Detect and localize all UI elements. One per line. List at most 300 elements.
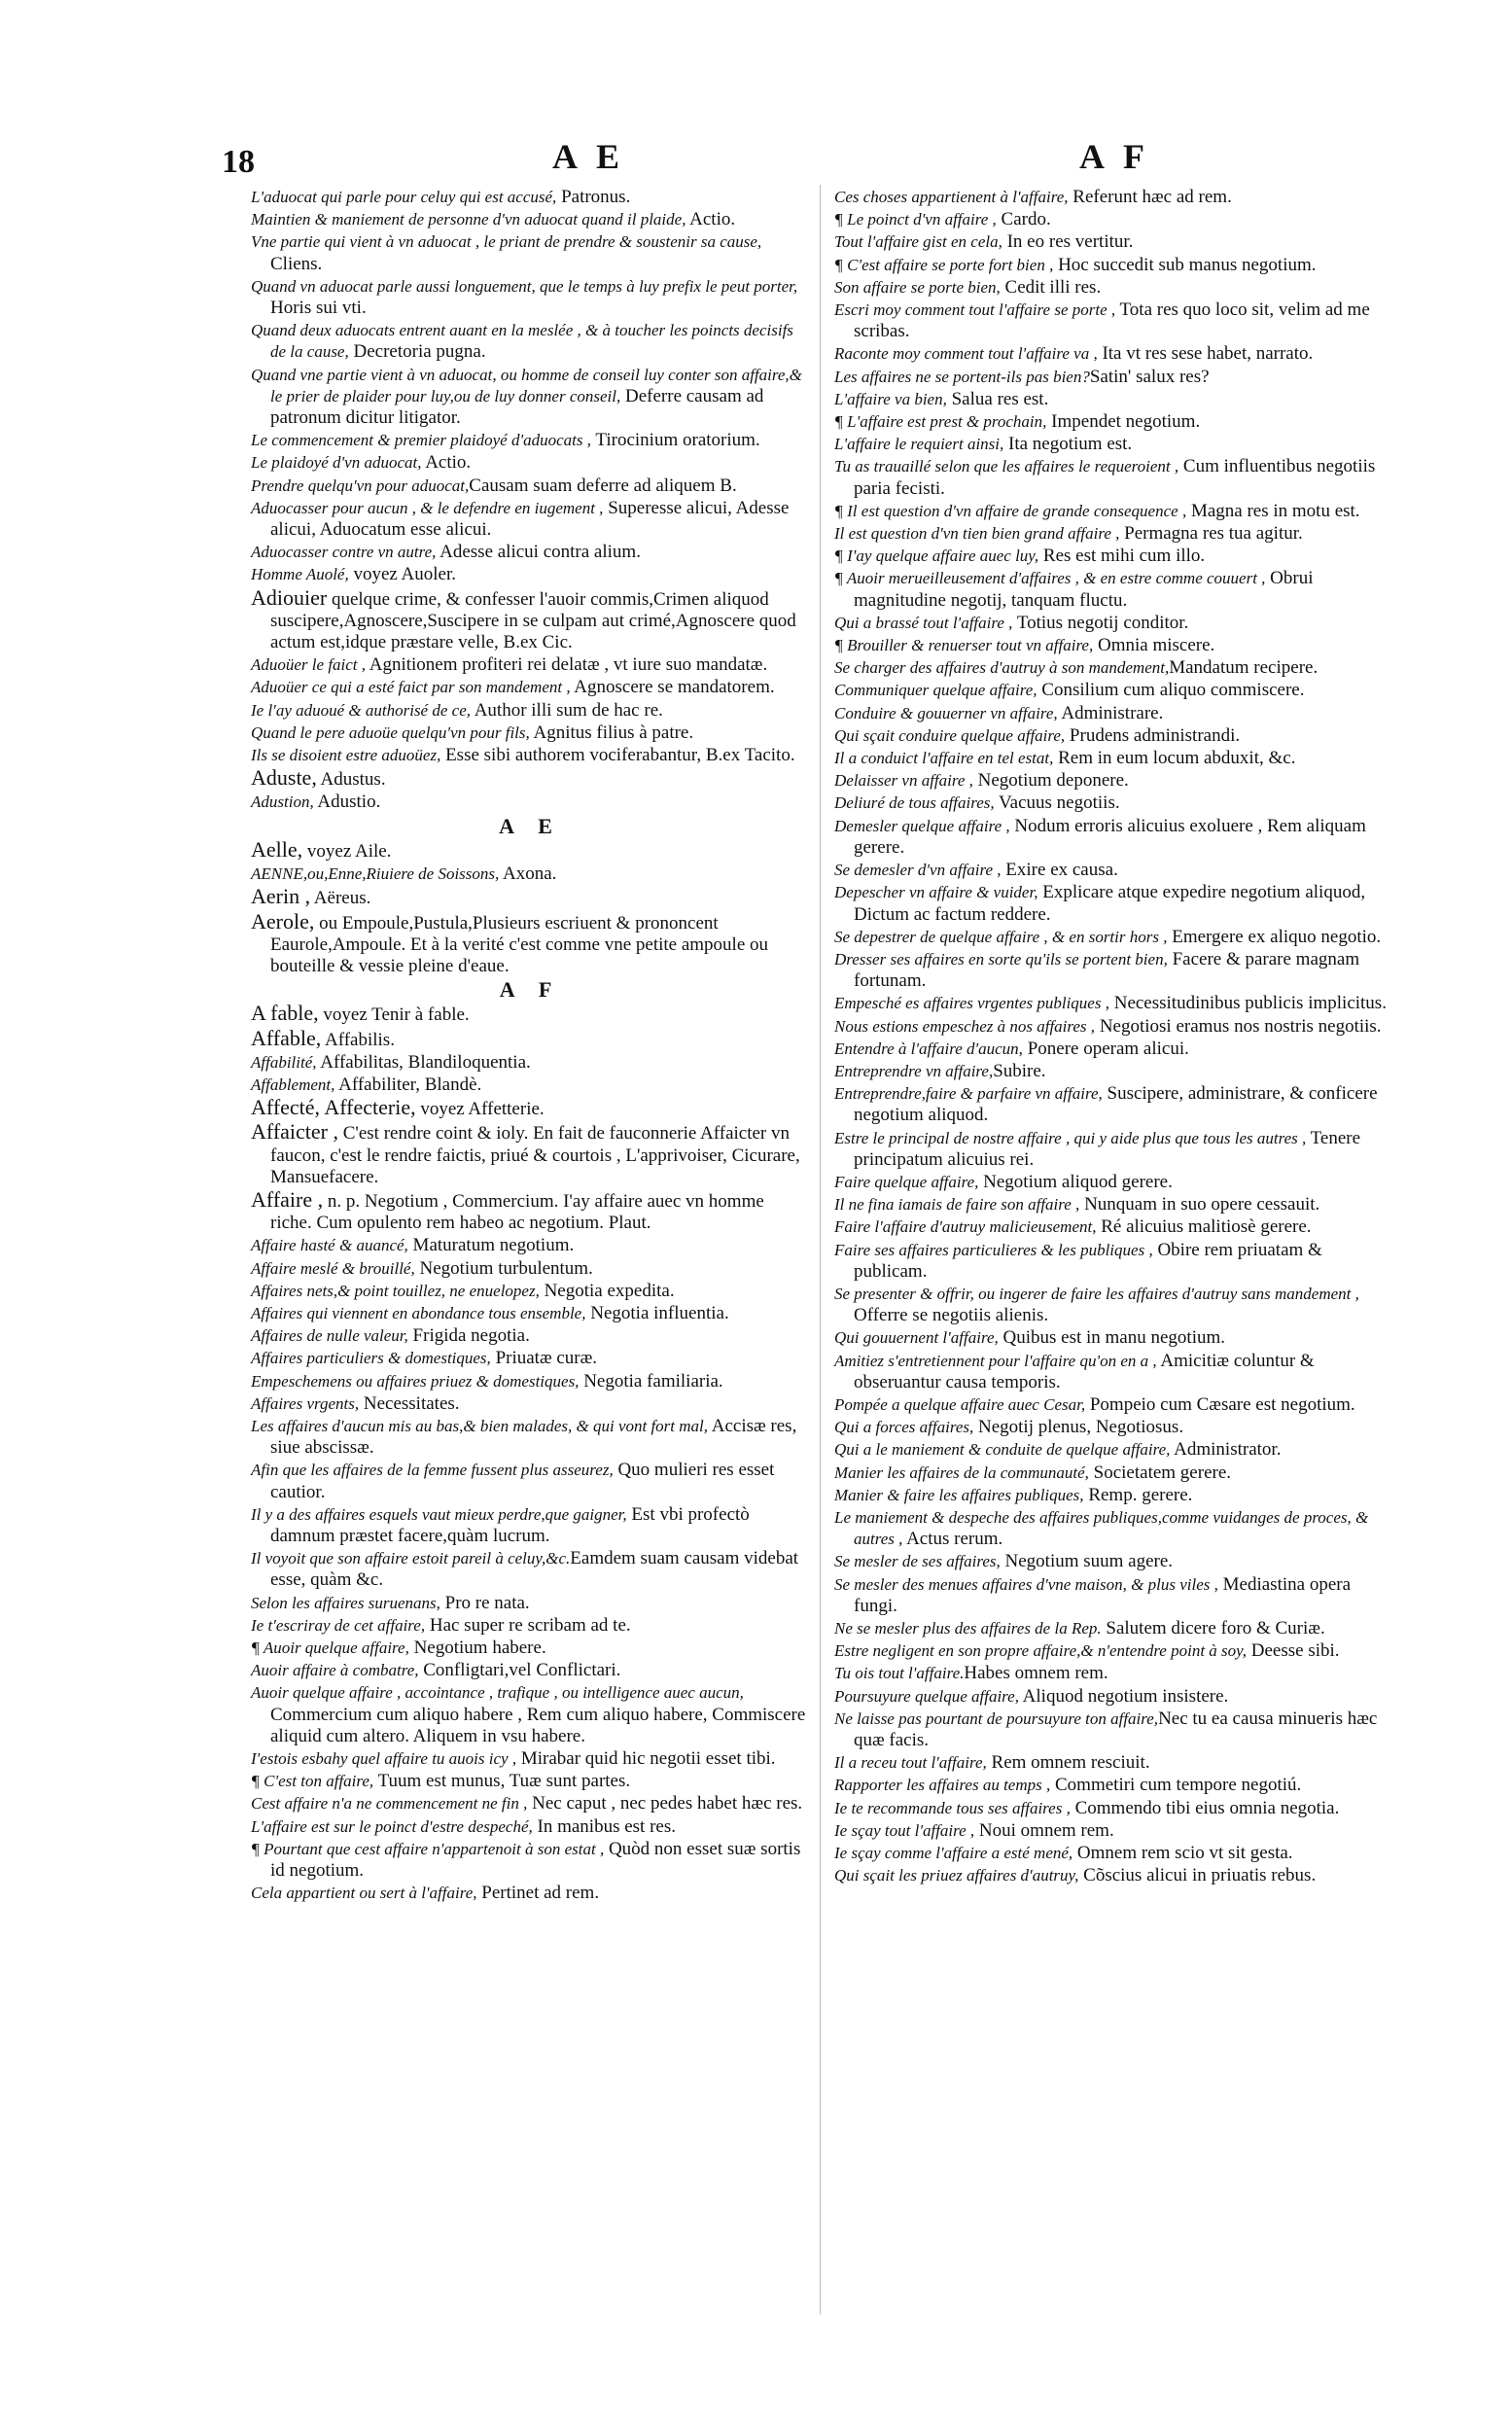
entry-definition: Actus rerum. <box>902 1529 1003 1550</box>
dictionary-entry <box>834 993 1393 1014</box>
entry-headword: Poursuyure quelque affaire, <box>834 1686 1019 1706</box>
entry-headword: ¶ L'affaire est prest & prochain, <box>834 412 1047 432</box>
entry-definition: Consilium cum aliquo commiscere. <box>1037 680 1305 701</box>
entry-headword: Tout l'affaire gist en cela, <box>834 232 1002 252</box>
entry-headword: Se presenter & offrir, ou ingerer de faire les affaires d'autruy sans mandement , <box>834 1284 1359 1303</box>
entry-headword: L'affaire va bien, <box>834 389 947 408</box>
dictionary-entry <box>834 1775 1393 1796</box>
entry-headword: Faire ses affaires particulieres & les publiques , <box>834 1240 1153 1259</box>
dictionary-entry <box>251 1771 810 1792</box>
entry-headword: L'aduocat qui parle pour celuy qui est accusé, <box>251 188 557 206</box>
entry-definition: Est vbi profectò damnum præstet facere,quàm lucrum. <box>270 1503 750 1546</box>
dictionary-entry <box>251 1052 810 1074</box>
entry-headword: Escri moy comment tout l'affaire se porte , <box>834 300 1116 320</box>
entry-headword: ¶ Le poinct d'vn affaire , <box>834 210 997 229</box>
entry-headword: Affaires vrgents, <box>251 1393 360 1413</box>
dictionary-entry <box>251 542 810 563</box>
dictionary-entry <box>251 1281 810 1302</box>
entry-headword: Aerole, <box>251 908 315 934</box>
dictionary-entry <box>251 792 810 813</box>
dictionary-entry <box>834 882 1393 925</box>
entry-definition: Rem in eum locum abduxit, &c. <box>1053 748 1296 769</box>
entry-headword: Ie sçay comme l'affaire a esté mené, <box>834 1844 1073 1863</box>
dictionary-entry <box>251 430 810 451</box>
dictionary-entry <box>251 1615 810 1637</box>
entry-definition: Priuatæ curæ. <box>490 1348 598 1369</box>
entry-definition: Habes omnem rem. <box>964 1663 1108 1684</box>
dictionary-entry <box>834 1327 1393 1349</box>
entry-definition: Aliquod negotium insistere. <box>1018 1685 1229 1707</box>
dictionary-entry <box>251 1504 810 1547</box>
dictionary-entry <box>251 1548 810 1591</box>
entry-definition: Axona. <box>499 863 557 885</box>
entry-definition: Agnitus filius à patre. <box>529 722 694 743</box>
entry-definition: Quibus est in manu negotium. <box>998 1327 1226 1349</box>
entry-definition: Administrare. <box>1057 702 1164 723</box>
entry-definition: voyez Aile. <box>302 840 392 862</box>
entry-definition: Negotium deponere. <box>972 770 1129 792</box>
right-running-head: A F <box>1079 137 1151 176</box>
dictionary-entry <box>834 1752 1393 1774</box>
dictionary-entry <box>834 456 1393 499</box>
entry-definition: Tenere principatum alicuius rei. <box>854 1127 1361 1170</box>
entry-definition: Salutem dicere foro & Curiæ. <box>1101 1618 1325 1638</box>
entry-definition: Actio. <box>686 209 736 230</box>
entry-headword: L'affaire le requiert ainsi, <box>834 435 1004 454</box>
entry-headword: Affaicter , <box>251 1119 338 1145</box>
entry-definition: Superesse alicui, Adesse alicui, Aduocatum esse alicui. <box>270 497 790 541</box>
entry-definition: Confligtari,vel Conflictari. <box>418 1660 621 1681</box>
entry-definition: n. p. Negotium , Commercium. I'ay affaire auec vn homme riche. Cum opulento rem habeo ac negotium. Plaut. <box>270 1190 764 1234</box>
dictionary-entry <box>834 1798 1393 1819</box>
entry-definition: Permagna res tua agitur. <box>1119 523 1303 545</box>
entry-definition: Negotiosi eramus nos nostris negotiis. <box>1095 1015 1382 1037</box>
entry-definition: Necessitates. <box>359 1392 460 1414</box>
dictionary-entry <box>251 1303 810 1324</box>
dictionary-entry <box>251 1793 810 1814</box>
entry-definition: Deferre causam ad patronum dicitur litigator. <box>270 385 764 429</box>
entry-definition: Pro re nata. <box>440 1592 530 1613</box>
dictionary-entry <box>834 1417 1393 1438</box>
dictionary-entry <box>251 1235 810 1256</box>
entry-headword: Il voyoit que son affaire estoit pareil à celuy,&c. <box>251 1549 571 1568</box>
entry-headword: Auoir quelque affaire , accointance , trafique , ou intelligence auec aucun, <box>251 1683 744 1703</box>
entry-definition: Suscipere, administrare, & conficere negotium aliquod. <box>854 1083 1378 1126</box>
dictionary-entry <box>834 1686 1393 1708</box>
entry-headword: ¶ Brouiller & renuerser tout vn affaire, <box>834 636 1094 655</box>
dictionary-entry <box>251 365 810 430</box>
entry-definition: Negotium habere. <box>408 1638 546 1658</box>
entry-definition: Administrator. <box>1170 1439 1282 1461</box>
dictionary-entry <box>251 700 810 722</box>
entry-headword: Affaires particuliers & domestiques, <box>251 1349 491 1368</box>
entry-headword: Affecté, Affecterie, <box>251 1095 416 1120</box>
dictionary-entry <box>251 654 810 676</box>
dictionary-entry <box>834 927 1393 948</box>
entry-headword: Maintien & maniement de personne d'vn aduocat quand il plaide, <box>251 210 686 229</box>
entry-definition: Satin' salux res? <box>1089 366 1210 387</box>
entry-definition: Cardo. <box>996 209 1051 230</box>
dictionary-entry <box>251 1121 810 1188</box>
dictionary-entry <box>834 1216 1393 1238</box>
entry-definition: In manibus est res. <box>532 1815 676 1837</box>
entry-headword: Adiouier <box>251 584 328 610</box>
entry-headword: Aerin , <box>251 884 311 909</box>
entry-headword: Depescher vn affaire & vuider, <box>834 883 1038 902</box>
entry-definition: Causam suam deferre ad aliquem B. <box>469 475 737 496</box>
entry-definition: Subire. <box>993 1060 1046 1081</box>
entry-headword: ¶ C'est affaire se porte fort bien , <box>834 255 1054 274</box>
entry-headword: Ie te recommande tous ses affaires , <box>834 1798 1071 1817</box>
entry-headword: Vne partie qui vient à vn aduocat , le priant de prendre & soustenir sa cause, <box>251 232 762 252</box>
entry-headword: Se mesler de ses affaires, <box>834 1552 1001 1571</box>
entry-definition: Pertinet ad rem. <box>476 1883 600 1904</box>
entry-headword: Affaires de nulle valeur, <box>251 1326 408 1346</box>
entry-definition: Hoc succedit sub manus negotium. <box>1053 254 1317 275</box>
entry-headword: ¶ I'ay quelque affaire auec luy, <box>834 546 1039 566</box>
dictionary-entry <box>251 863 810 885</box>
dictionary-entry <box>834 1439 1393 1461</box>
dictionary-entry <box>834 793 1393 814</box>
entry-headword: Homme Auolé, <box>251 565 349 584</box>
dictionary-entry <box>834 1172 1393 1193</box>
entry-definition: Res est mihi cum illo. <box>1038 546 1206 567</box>
entry-headword: ¶ C'est ton affaire, <box>251 1772 374 1791</box>
entry-definition: Societatem gerere. <box>1088 1462 1232 1483</box>
dictionary-entry <box>834 1039 1393 1060</box>
dictionary-entry <box>251 476 810 497</box>
entry-headword: Affaire hasté & auancé, <box>251 1236 408 1255</box>
dictionary-entry <box>834 725 1393 747</box>
entry-definition: Necessitudinibus publicis implicitus. <box>1108 993 1387 1014</box>
dictionary-entry <box>834 1351 1393 1393</box>
left-running-head: A E <box>552 137 626 176</box>
dictionary-entry <box>251 1371 810 1392</box>
dictionary-entry <box>834 949 1393 992</box>
entry-definition: Prudens administrandi. <box>1065 724 1241 746</box>
entry-definition: Eamdem suam causam videbat esse, quàm &c. <box>270 1548 799 1591</box>
entry-definition: Decretoria pugna. <box>348 341 486 363</box>
entry-definition: Quo mulieri res esset cautior. <box>270 1460 775 1502</box>
dictionary-entry <box>251 231 810 274</box>
dictionary-entry <box>834 277 1393 299</box>
entry-definition: voyez Auoler. <box>348 564 457 585</box>
entry-headword: Faire l'affaire d'autruy malicieusement, <box>834 1217 1097 1237</box>
entry-headword: Se charger des affaires d'autruy à son mandement, <box>834 658 1170 678</box>
entry-headword: Delaisser vn affaire , <box>834 771 973 791</box>
dictionary-entry <box>834 299 1393 342</box>
entry-headword: Deliuré de tous affaires, <box>834 793 995 813</box>
entry-definition: Rem omnem resciuit. <box>986 1752 1150 1774</box>
entry-definition: Ita negotium est. <box>1003 434 1133 455</box>
entry-headword: Qui sçait conduire quelque affaire, <box>834 725 1066 745</box>
entry-headword: Communiquer quelque affaire, <box>834 681 1037 700</box>
entry-definition: Adesse alicui contra alium. <box>436 542 641 563</box>
entry-headword: Adustion, <box>251 793 314 812</box>
dictionary-entry <box>251 1883 810 1904</box>
entry-definition: Cõscius alicui in priuatis rebus. <box>1078 1865 1317 1886</box>
entry-headword: Affablement, <box>251 1075 335 1094</box>
dictionary-entry <box>251 1186 810 1234</box>
dictionary-entry <box>251 1258 810 1280</box>
entry-headword: Tu as trauaillé selon que les affaires le requeroient , <box>834 457 1179 476</box>
entry-headword: Aduocasser pour aucun , & le defendre en iugement , <box>251 498 604 517</box>
entry-headword: ¶ Il est question d'vn affaire de grande consequence , <box>834 501 1187 520</box>
dictionary-entry <box>251 209 810 230</box>
dictionary-entry <box>834 1485 1393 1506</box>
entry-headword: Estre negligent en son propre affaire,& n'entendre point à soy, <box>834 1641 1248 1661</box>
entry-definition: Remp. gerere. <box>1083 1484 1193 1505</box>
entry-definition: Adustus. <box>316 769 386 791</box>
dictionary-entry <box>834 1618 1393 1639</box>
dictionary-entry <box>251 677 810 698</box>
entry-headword: Conduire & gouuerner vn affaire, <box>834 703 1058 722</box>
dictionary-entry <box>834 1083 1393 1126</box>
dictionary-entry <box>834 231 1393 253</box>
entry-headword: Qui gouuernent l'affaire, <box>834 1328 999 1348</box>
dictionary-entry <box>834 1394 1393 1416</box>
dictionary-entry <box>834 770 1393 792</box>
dictionary-entry <box>251 722 810 744</box>
entry-definition: Cum influentibus negotiis paria fecisti. <box>854 456 1376 499</box>
dictionary-entry <box>834 1843 1393 1864</box>
entry-definition: Horis sui vti. <box>270 298 367 319</box>
entry-definition: Agnoscere se mandatorem. <box>570 677 775 698</box>
dictionary-entry <box>834 546 1393 567</box>
entry-definition: Quòd non esset suæ sortis id negotium. <box>270 1838 801 1882</box>
entry-headword: Affaires qui viennent en abondance tous ensemble, <box>251 1303 586 1322</box>
entry-definition: Vacuus negotiis. <box>994 793 1120 814</box>
entry-headword: A fable, <box>251 1001 319 1026</box>
dictionary-entry <box>834 501 1393 522</box>
left-column <box>251 187 810 1905</box>
entry-definition: Patronus. <box>556 187 631 207</box>
entry-headword: Affable, <box>251 1025 322 1050</box>
dictionary-entry <box>834 1663 1393 1684</box>
dictionary-entry <box>834 523 1393 545</box>
entry-headword: Il a receu tout l'affaire, <box>834 1753 987 1773</box>
dictionary-entry <box>834 1462 1393 1484</box>
dictionary-entry <box>834 657 1393 679</box>
entry-headword: L'affaire est sur le poinct d'estre despeché, <box>251 1816 533 1836</box>
entry-headword: ¶ Auoir quelque affaire, <box>251 1638 409 1657</box>
entry-headword: Cela appartient ou sert à l'affaire, <box>251 1884 477 1903</box>
entry-headword: Auoir affaire à combatre, <box>251 1661 419 1680</box>
dictionary-entry <box>834 703 1393 724</box>
entry-headword: Le commencement & premier plaidoyé d'aduocats , <box>251 431 592 450</box>
dictionary-entry <box>834 1016 1393 1038</box>
entry-definition: In eo res vertitur. <box>1002 231 1134 253</box>
entry-definition: Ré alicuius malitiosè gerere. <box>1096 1216 1312 1238</box>
entry-headword: Affaires nets,& point touillez, ne enuelopez, <box>251 1281 540 1300</box>
dictionary-entry <box>834 1820 1393 1842</box>
entry-headword: Se demesler d'vn affaire , <box>834 861 1002 880</box>
entry-definition: Commetiri cum tempore negotiú. <box>1050 1775 1302 1796</box>
entry-definition: Tirocinium oratorium. <box>591 430 760 451</box>
entry-headword: Nous estions empeschez à nos affaires , <box>834 1016 1096 1036</box>
entry-headword: Amitiez s'entretiennent pour l'affaire qu'on en a , <box>834 1351 1157 1370</box>
entry-definition: Nunquam in suo opere cessauit. <box>1079 1194 1320 1216</box>
entry-definition: Negotium turbulentum. <box>414 1257 593 1279</box>
entry-headword: Ie t'escriray de cet affaire, <box>251 1615 426 1635</box>
entry-headword: Les affaires d'aucun mis au bas,& bien malades, & qui vont fort mal, <box>251 1416 709 1435</box>
entry-definition: Obire rem priuatam & publicam. <box>854 1239 1322 1282</box>
entry-definition: Accisæ res, siue abscissæ. <box>270 1415 797 1459</box>
dictionary-entry <box>834 187 1393 208</box>
entry-definition: Impendet negotium. <box>1046 411 1201 433</box>
entry-definition: Nodum erroris alicuius exoluere , Rem aliquam gerere. <box>854 815 1366 858</box>
dictionary-entry <box>834 1240 1393 1283</box>
entry-headword: Estre le principal de nostre affaire , qui y aide plus que tous les autres , <box>834 1128 1307 1147</box>
dictionary-entry <box>251 1460 810 1502</box>
entry-definition: Exire ex causa. <box>1001 860 1118 881</box>
entry-headword: Affaire meslé & brouillé, <box>251 1258 415 1278</box>
entry-headword: Quand vne partie vient à vn aduocat, ou homme de conseil luy conter son affaire,& le prier de plaider pour luy,ou de luy donner conseil, <box>251 365 802 405</box>
entry-headword: Aduste, <box>251 765 317 791</box>
entry-definition: Totius negotij conditor. <box>1012 612 1189 633</box>
entry-headword: Entreprendre,faire & parfaire vn affaire, <box>834 1084 1103 1104</box>
entry-headword: Affaire , <box>251 1186 324 1212</box>
entry-definition: Nec tu ea causa minueris hæc quæ facis. <box>854 1708 1378 1751</box>
entry-headword: Il est question d'vn tien bien grand affaire , <box>834 524 1120 544</box>
dictionary-entry <box>834 1061 1393 1082</box>
entry-headword: Qui a brassé tout l'affaire , <box>834 613 1013 632</box>
dictionary-entry <box>834 1574 1393 1617</box>
entry-definition: Noui omnem rem. <box>974 1819 1114 1841</box>
dictionary-entry <box>834 434 1393 455</box>
dictionary-entry <box>251 1748 810 1770</box>
entry-headword: Ne se mesler plus des affaires de la Rep. <box>834 1619 1102 1638</box>
entry-definition: Amicitiæ coluntur & obseruantur causa temporis. <box>854 1350 1315 1392</box>
entry-definition: Explicare atque expedire negotium aliquod, Dictum ac factum reddere. <box>854 882 1366 925</box>
entry-definition: Cedit illi res. <box>1000 276 1102 298</box>
section-heading: A F <box>499 977 562 1003</box>
entry-definition: Facere & parare magnam fortunam. <box>854 948 1360 992</box>
dictionary-entry <box>251 1393 810 1415</box>
entry-headword: Dresser ses affaires en sorte qu'ils se portent bien, <box>834 949 1168 969</box>
entry-headword: Raconte moy comment tout l'affaire va , <box>834 344 1098 364</box>
dictionary-entry <box>251 1003 810 1026</box>
entry-headword: Selon les affaires suruenans, <box>251 1593 440 1612</box>
entry-headword: Ie sçay tout l'affaire , <box>834 1820 975 1840</box>
entry-headword: Rapporter les affaires au temps , <box>834 1776 1051 1795</box>
section-heading: A E <box>499 813 562 838</box>
dictionary-entry <box>834 1507 1393 1550</box>
dictionary-entry <box>251 564 810 585</box>
entry-headword: Il y a des affaires esquels vaut mieux perdre,que gaigner, <box>251 1504 627 1524</box>
entry-headword: Ne laisse pas pourtant de poursuyure ton affaire, <box>834 1709 1159 1728</box>
entry-definition: Salua res est. <box>946 388 1049 409</box>
entry-headword: Qui sçait les priuez affaires d'autruy, <box>834 1866 1079 1885</box>
entry-definition: Esse sibi authorem vociferabantur, B.ex Tacito. <box>440 745 795 766</box>
entry-definition: Pompeio cum Cæsare est negotium. <box>1085 1393 1355 1415</box>
dictionary-entry <box>251 886 810 909</box>
dictionary-entry <box>834 748 1393 769</box>
dictionary-entry <box>251 1075 810 1096</box>
dictionary-entry <box>251 1097 810 1120</box>
dictionary-entry <box>251 320 810 363</box>
entry-definition: voyez Affetterie. <box>415 1099 545 1120</box>
entry-definition: Deesse sibi. <box>1247 1640 1340 1662</box>
entry-headword: ¶ Pourtant que cest affaire n'appartenoit à son estat , <box>251 1839 605 1858</box>
dictionary-entry <box>251 1638 810 1659</box>
entry-definition: Nec caput , nec pedes habet hæc res. <box>527 1793 803 1814</box>
dictionary-entry <box>834 1194 1393 1216</box>
entry-definition: Aëreus. <box>310 888 371 909</box>
entry-definition: Affabiliter, Blandè. <box>334 1074 482 1095</box>
dictionary-entry <box>251 1416 810 1459</box>
entry-definition: Commercium cum aliquo habere , Rem cum aliquo habere, Commiscere aliquid cum altero. Aliquem in vsu habere. <box>270 1704 806 1746</box>
entry-headword: Quand vn aduocat parle aussi longuement, que le temps à luy prefix le peut porter, <box>251 276 798 296</box>
dictionary-entry <box>834 1284 1393 1326</box>
entry-headword: Se depestrer de quelque affaire , & en sortir hors , <box>834 927 1168 946</box>
entry-headword: Aelle, <box>251 836 303 862</box>
dictionary-entry <box>834 209 1393 230</box>
dictionary-entry <box>251 1660 810 1681</box>
page-number: 18 <box>222 144 255 180</box>
entry-definition: Referunt hæc ad rem. <box>1068 187 1232 207</box>
entry-definition: C'est rendre coint & ioly. En fait de fauconnerie Affaicter vn faucon, c'est le rendre faictis, priué & courtois , L'apprivoiser, Cicurare, Mansuefacere. <box>270 1123 800 1187</box>
dictionary-entry <box>834 1709 1393 1751</box>
entry-headword: AENNE,ou,Enne,Riuiere de Soissons, <box>251 864 500 884</box>
entry-headword: Qui a le maniement & conduite de quelque affaire, <box>834 1440 1171 1460</box>
dictionary-entry <box>251 187 810 208</box>
entry-headword: Le plaidoyé d'vn aduocat, <box>251 453 422 473</box>
entry-definition: Frigida negotia. <box>407 1325 530 1347</box>
dictionary-entry <box>251 1348 810 1369</box>
entry-headword: Ils se disoient estre aduoüez, <box>251 746 441 765</box>
entry-headword: Aduoüer ce qui a esté faict par son mandement , <box>251 678 571 697</box>
dictionary-entry <box>251 452 810 474</box>
dictionary-entry <box>251 745 810 766</box>
entry-headword: Ie l'ay aduoué & authorisé de ce, <box>251 700 471 720</box>
entry-definition: Negotium aliquod gerere. <box>978 1171 1173 1192</box>
entry-headword: Empeschemens ou affaires priuez & domestiques, <box>251 1371 580 1391</box>
entry-headword: Il a conduict l'affaire en tel estat, <box>834 749 1054 768</box>
entry-headword: I'estois esbahy quel affaire tu auois icy , <box>251 1749 517 1769</box>
entry-definition: Magna res in motu est. <box>1186 500 1360 521</box>
entry-headword: Le maniement & despeche des affaires publiques,comme vuidanges de proces, & autres , <box>834 1507 1369 1549</box>
entry-definition: Negotij plenus, Negotiosus. <box>973 1417 1184 1438</box>
dictionary-entry <box>251 1593 810 1614</box>
entry-headword: ¶ Auoir merueilleusement d'affaires , & en estre comme couuert , <box>834 569 1266 588</box>
entry-definition: Negotia familiaria. <box>579 1370 723 1392</box>
entry-headword: Demesler quelque affaire , <box>834 816 1010 835</box>
entry-headword: Manier & faire les affaires publiques, <box>834 1485 1084 1504</box>
dictionary-entry <box>251 1325 810 1347</box>
entry-definition: ou Empoule,Pustula,Plusieurs escriuent & prononcent Eaurole,Ampoule. Et à la verité c'est comme vne petite ampoule ou bouteille & vessie pleine d'eaue. <box>270 912 769 976</box>
entry-definition: Emergere ex aliquo negotio. <box>1167 926 1382 947</box>
entry-definition: Cliens. <box>270 253 323 274</box>
dictionary-entry <box>834 635 1393 656</box>
dictionary-entry <box>834 1640 1393 1662</box>
dictionary-entry <box>251 1816 810 1838</box>
dictionary-entry <box>251 1025 810 1051</box>
entry-definition: Tuum est munus, Tuæ sunt partes. <box>373 1771 631 1792</box>
entry-definition: Omnia miscere. <box>1093 635 1215 656</box>
entry-headword: Qui a forces affaires, <box>834 1418 974 1437</box>
entry-definition: Tota res quo loco sit, velim ad me scribas. <box>854 299 1370 342</box>
entry-definition: Author illi sum de hac re. <box>471 699 663 721</box>
entry-definition: Ita vt res sese habet, narrato. <box>1097 343 1314 365</box>
dictionary-entry <box>834 860 1393 881</box>
dictionary-entry <box>834 343 1393 365</box>
dictionary-entry <box>834 411 1393 433</box>
entry-headword: Quand le pere aduoüe quelqu'vn pour fils, <box>251 722 530 742</box>
entry-definition: Mirabar quid hic negotii esset tibi. <box>516 1748 776 1770</box>
entry-definition: Negotia influentia. <box>585 1302 729 1323</box>
entry-headword: Se mesler des menues affaires d'vne maison, & plus viles , <box>834 1574 1218 1594</box>
